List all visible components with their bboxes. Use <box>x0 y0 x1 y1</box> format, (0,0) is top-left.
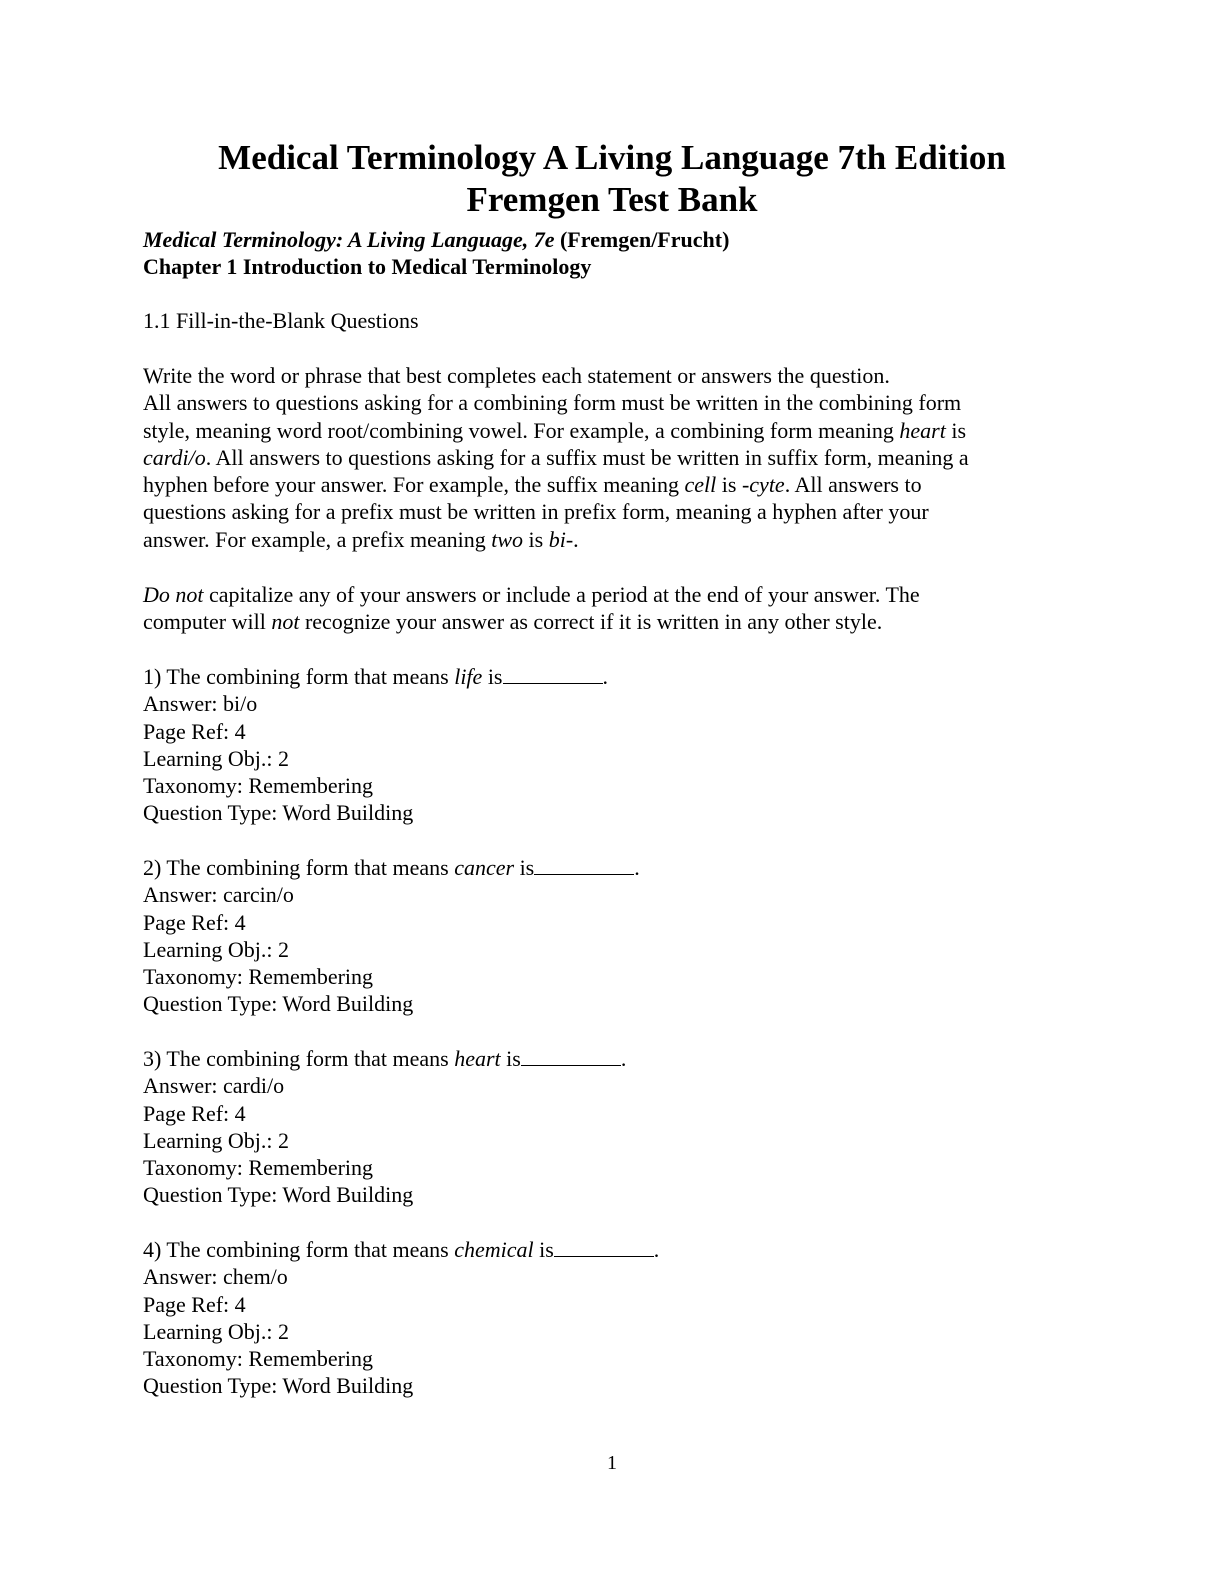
question-end: . <box>653 1237 660 1262</box>
text-segment: is <box>523 526 549 552</box>
text-line <box>143 417 969 444</box>
question-term: cancer <box>454 855 515 880</box>
question-number: 1) <box>143 664 162 689</box>
text-line <box>143 498 969 525</box>
question-text: The combining form that means <box>161 1237 455 1262</box>
question-page-ref: Page Ref: 4 <box>143 1291 246 1317</box>
text-segment: recognize your answer as correct if it is written in any other style. <box>299 609 883 635</box>
question-term: heart <box>454 1046 501 1071</box>
question-stem <box>143 663 608 690</box>
question-tail: is <box>514 855 535 880</box>
section-heading: 1.1 Fill-in-the-Blank Questions <box>143 308 419 333</box>
question-end: . <box>634 855 640 880</box>
question-term: life <box>454 664 483 689</box>
question-type: Question Type: Word Building <box>143 1182 414 1208</box>
question-tail: is <box>482 664 503 689</box>
question-objective: Learning Obj.: 2 <box>143 936 290 962</box>
book-title: Medical Terminology: A Living Language, 7e <box>143 227 555 252</box>
question-taxonomy: Taxonomy: Remembering <box>143 773 374 799</box>
emphasis-text: not <box>271 609 300 635</box>
text-segment: computer will <box>143 609 272 635</box>
note-paragraph <box>143 581 920 636</box>
question-text: The combining form that means <box>161 664 455 689</box>
question-taxonomy: Taxonomy: Remembering <box>143 1155 374 1181</box>
book-authors: (Fremgen/Frucht) <box>554 227 730 252</box>
answer-blank <box>554 1238 654 1257</box>
text-line <box>143 389 969 416</box>
question-number: 2) <box>143 855 162 880</box>
emphasis-text: cell <box>684 472 717 498</box>
question-number: 3) <box>143 1046 162 1071</box>
question-page-ref: Page Ref: 4 <box>143 718 246 744</box>
question-taxonomy: Taxonomy: Remembering <box>143 964 374 990</box>
emphasis-text: two <box>491 526 524 552</box>
question-stem <box>143 1236 659 1263</box>
instructions-paragraph <box>143 362 969 553</box>
question-text: The combining form that means <box>161 855 455 880</box>
question-objective: Learning Obj.: 2 <box>143 745 290 771</box>
question-objective: Learning Obj.: 2 <box>143 1127 290 1153</box>
question-tail: is <box>500 1046 521 1071</box>
text-segment: capitalize any of your answers or include a period at the end of your answer. The <box>203 582 920 607</box>
question-type: Question Type: Word Building <box>143 991 414 1017</box>
page-number: 1 <box>607 1452 617 1474</box>
text-line <box>143 444 969 471</box>
question-objective: Learning Obj.: 2 <box>143 1318 290 1344</box>
answer-blank <box>534 856 634 875</box>
text-line <box>143 608 920 635</box>
question-end: . <box>620 1046 627 1071</box>
text-segment: Write the word or phrase that best completes each statement or answers the question. <box>143 363 890 388</box>
emphasis-text: Do not <box>143 582 204 607</box>
text-segment: . All answers to questions asking for a suffix must be written in suffix form, meaning a <box>205 444 969 470</box>
question-item <box>143 854 640 1018</box>
text-line <box>143 581 920 608</box>
question-item <box>143 1045 626 1209</box>
text-line <box>143 526 969 553</box>
question-taxonomy: Taxonomy: Remembering <box>143 1346 374 1372</box>
document-title <box>0 137 1224 221</box>
question-end: . <box>602 664 608 689</box>
emphasis-text: heart <box>899 417 946 443</box>
text-segment: . All answers to <box>784 472 922 498</box>
book-citation <box>143 226 729 253</box>
answer-blank <box>503 665 603 684</box>
text-segment: is <box>716 472 742 498</box>
question-stem <box>143 1045 626 1072</box>
text-segment: hyphen before your answer. For example, the suffix meaning <box>143 472 685 498</box>
text-segment: style, meaning word root/combining vowel. For example, a combining form meaning <box>143 417 900 443</box>
question-number: 4) <box>143 1237 162 1262</box>
question-type: Question Type: Word Building <box>143 800 414 826</box>
question-type: Question Type: Word Building <box>143 1373 414 1399</box>
question-answer: Answer: cardi/o <box>143 1073 285 1099</box>
text-segment: . <box>573 526 579 552</box>
title-line-2: Fremgen Test Bank <box>466 180 758 219</box>
emphasis-text: -cyte <box>741 472 785 498</box>
text-line <box>143 362 969 389</box>
question-term: chemical <box>454 1237 534 1262</box>
question-item <box>143 1236 659 1400</box>
question-tail: is <box>533 1237 554 1262</box>
answer-blank <box>521 1047 621 1066</box>
text-segment: answer. For example, a prefix meaning <box>143 526 492 552</box>
chapter-heading: Chapter 1 Introduction to Medical Terminology <box>143 254 592 279</box>
emphasis-text: bi- <box>548 526 574 552</box>
question-item <box>143 663 608 827</box>
text-segment: is <box>945 417 967 443</box>
text-segment: All answers to questions asking for a combining form must be written in the combining form <box>143 390 962 416</box>
question-answer: Answer: bi/o <box>143 691 258 717</box>
question-text: The combining form that means <box>161 1046 455 1071</box>
title-line-1: Medical Terminology A Living Language 7th Edition <box>218 138 1006 177</box>
text-segment: questions asking for a prefix must be written in prefix form, meaning a hyphen after your <box>143 499 929 525</box>
question-page-ref: Page Ref: 4 <box>143 909 246 935</box>
question-stem <box>143 854 640 881</box>
text-line <box>143 471 969 498</box>
question-answer: Answer: chem/o <box>143 1264 288 1290</box>
question-answer: Answer: carcin/o <box>143 882 294 908</box>
question-page-ref: Page Ref: 4 <box>143 1100 246 1126</box>
emphasis-text: cardi/o <box>143 444 206 470</box>
